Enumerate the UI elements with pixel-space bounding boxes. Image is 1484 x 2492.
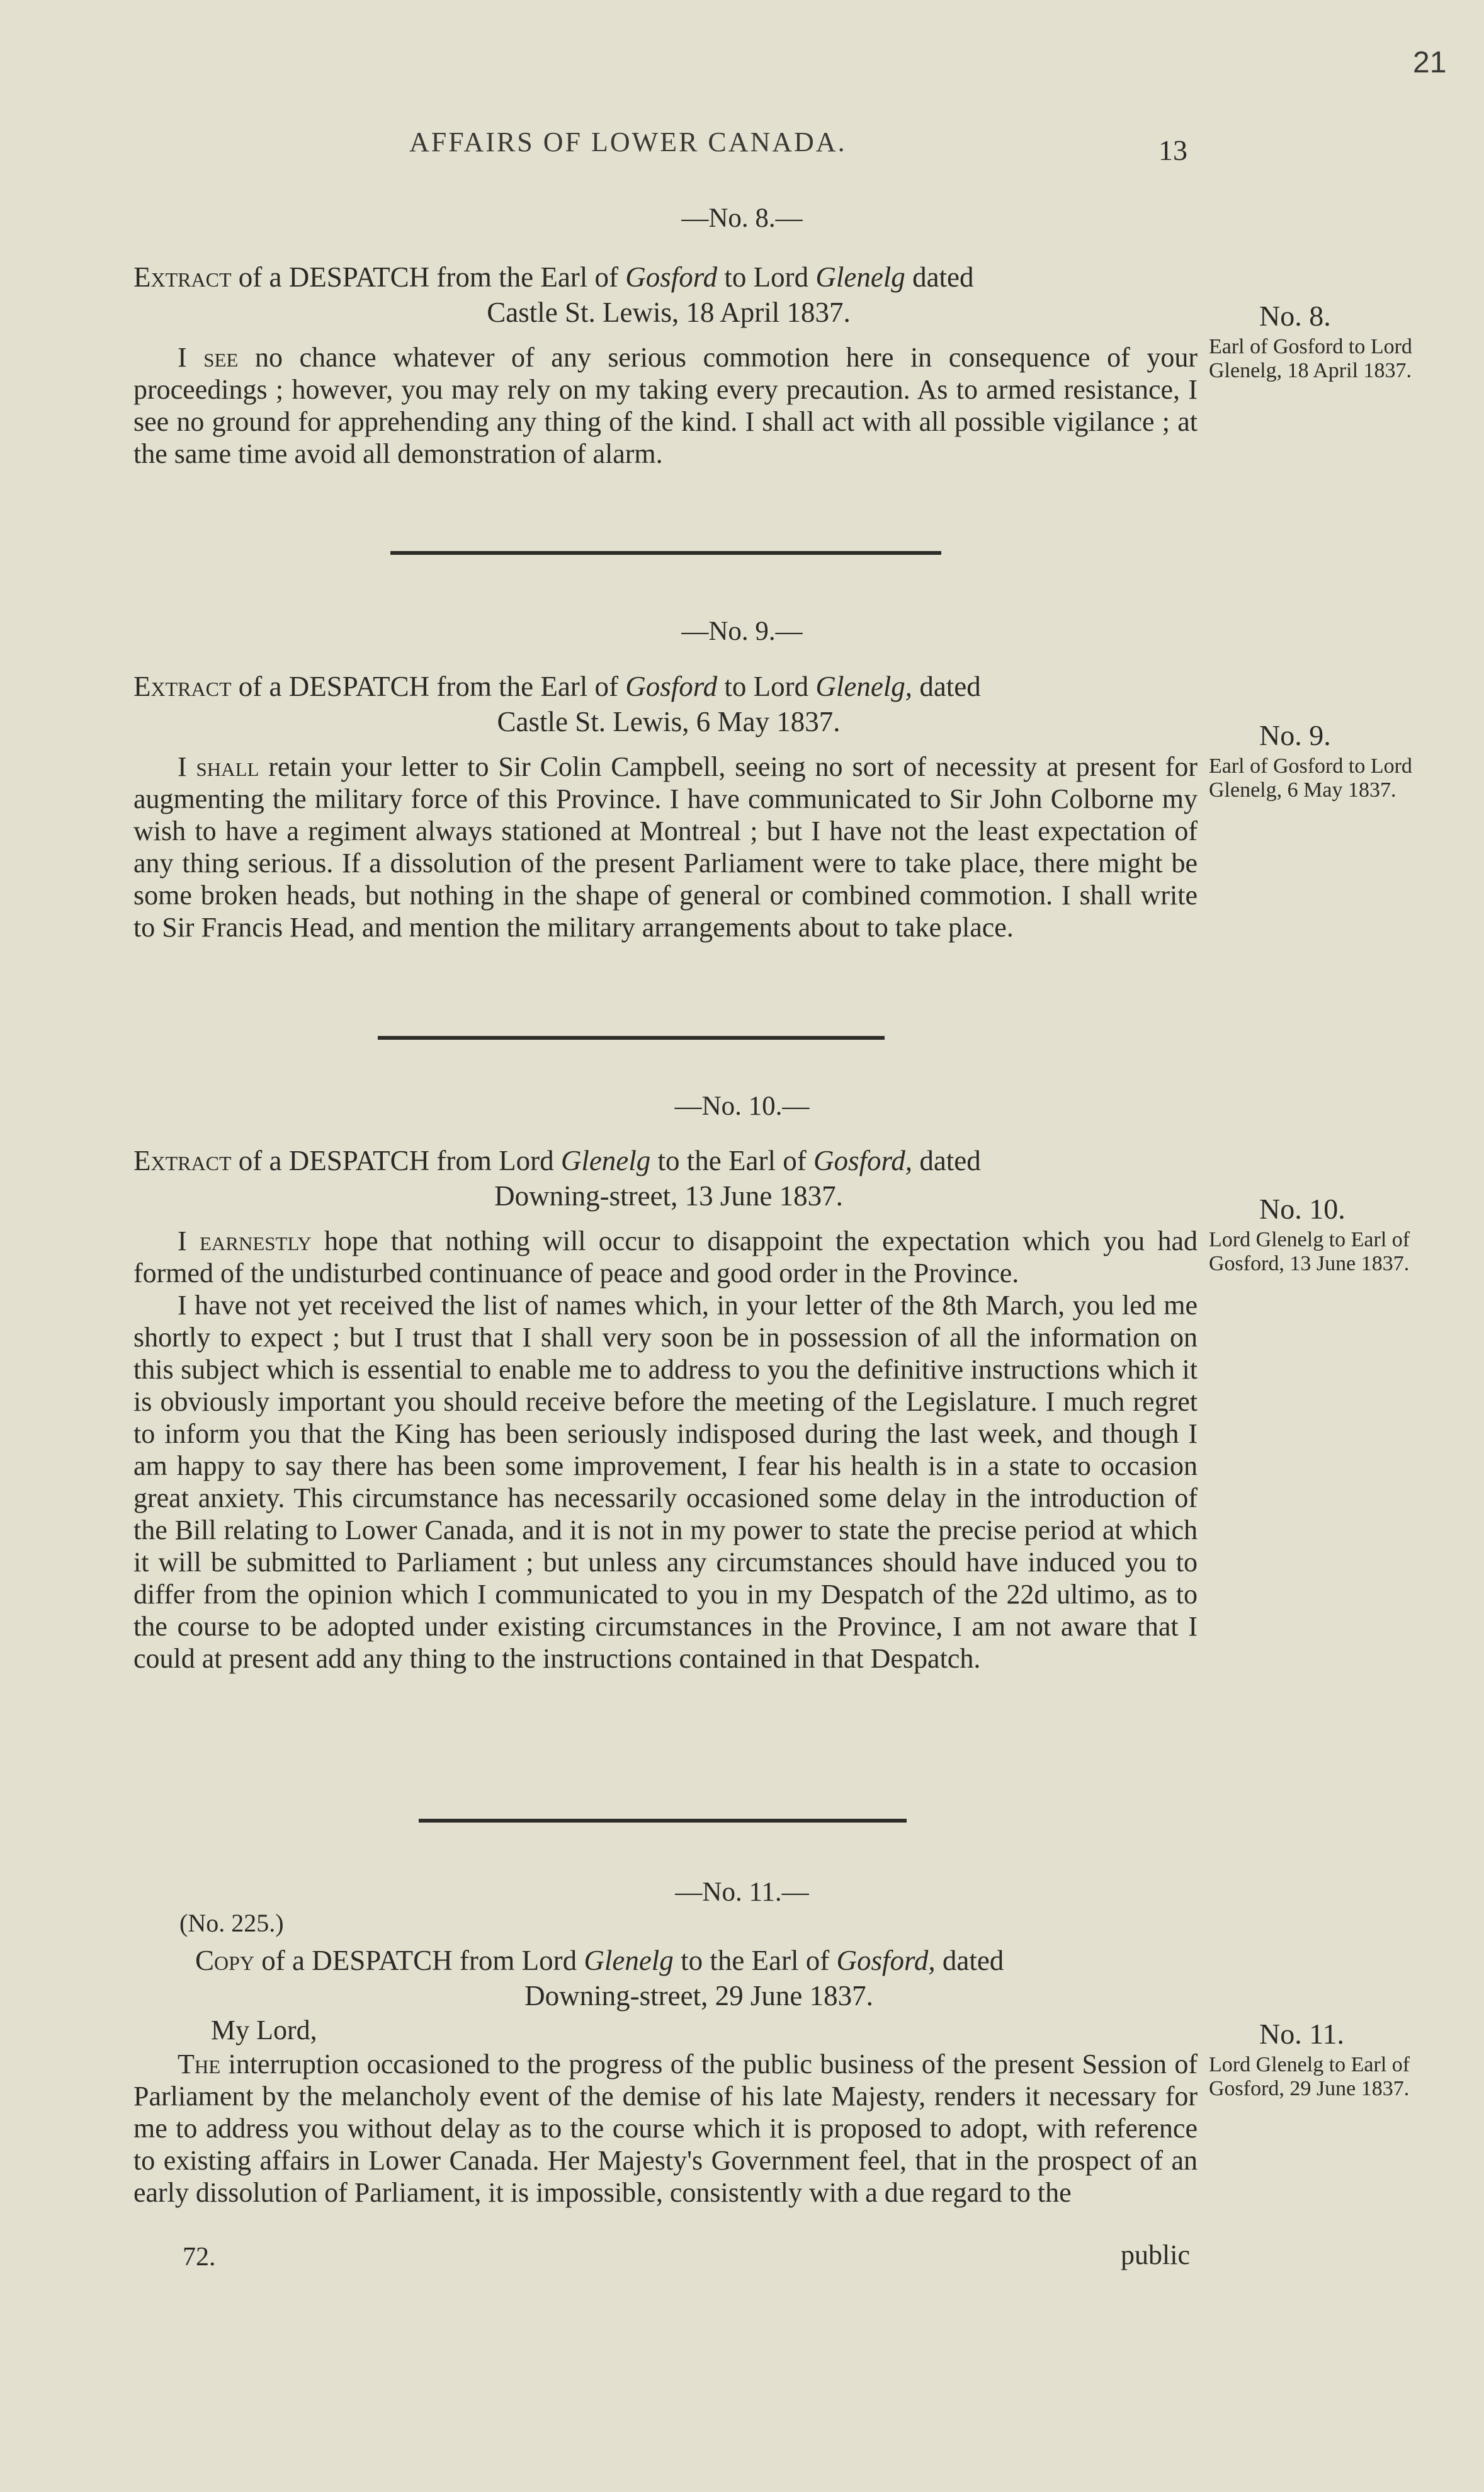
- running-head: AFFAIRS OF LOWER CANADA.: [409, 127, 847, 157]
- section-heading: [133, 669, 1204, 739]
- section-title: —No. 10.—: [674, 1091, 810, 1121]
- margin-note: [1209, 2015, 1417, 2101]
- folio-number: 21: [1413, 46, 1447, 79]
- margin-note: [1209, 297, 1417, 383]
- paragraph: [133, 341, 1198, 470]
- heading-text: of a DESPATCH from the Earl of: [238, 671, 626, 702]
- section-heading: [133, 1143, 1204, 1214]
- paragraph: [133, 1289, 1198, 1675]
- margin-note-text: Earl of Gosford to Lord Glenelg, 18 April 1837.: [1209, 335, 1412, 382]
- heading-lead: Extract: [133, 671, 232, 702]
- paragraph-text: I have not yet received the list of names which, in your letter of the 8th March, you led me shortly to expect ; but I trust that I shall very soon be in possession of all the information on this subject which is essential to enable me to address to you the definitive instructions which it is obviously important you should receive before the meeting of the Legislature. I much regret to inform you that the King has been seriously indisposed during the last week, and though I am happy to say there has been some improvement, I fear his health is in a state to occasion great anxiety. This circumstance has necessarily occasioned some delay in the introduction of the Bill relating to Lower Canada, and it is not in my power to state the precise period at which it will be submitted to Parliament ; but unless any circumstances should have induced you to differ from the opinion which I communicated to you in my Despatch of the 22d ultimo, as to the course to be adopted under existing circumstances in the Province, I am not aware that I could at present add any thing to the instructions contained in that Despatch.: [133, 1290, 1198, 1674]
- heading-name: Gosford: [625, 671, 718, 702]
- section-body: [133, 341, 1198, 470]
- section-divider: [378, 1036, 885, 1040]
- heading-name: Gosford: [625, 261, 718, 293]
- heading-name: Glenelg: [584, 1945, 674, 1976]
- heading-text: dated: [935, 1945, 1004, 1976]
- heading-text: to Lord: [717, 261, 816, 293]
- page-number: 13: [1158, 134, 1187, 166]
- paragraph-text: retain your letter to Sir Colin Campbell, seeing no sort of necessity at present for augmenting the military force of this Province. I have communicated to Sir John Colborne my wish to have a regiment always stationed at Montreal ; but I have not the least expectation of any thing serious. If a dissolution of the present Parliament were to take place, there might be some broken heads, but nothing in the shape of general or combined commotion. I shall write to Sir Francis Head, and mention the military arrangements about to take place.: [133, 751, 1198, 943]
- salutation: My Lord,: [211, 2015, 317, 2045]
- heading-text: of a DESPATCH from Lord: [238, 1145, 561, 1176]
- section-body: [133, 2048, 1198, 2209]
- margin-note-number: No. 9.: [1259, 719, 1331, 751]
- heading-name: Glenelg: [815, 261, 905, 293]
- margin-note-number: No. 11.: [1259, 2018, 1345, 2050]
- paragraph: [133, 1225, 1198, 1289]
- paragraph-lead: I see: [178, 342, 239, 373]
- paragraph: [133, 2048, 1198, 2209]
- heading-text: to the Earl of: [673, 1945, 837, 1976]
- section-body: [133, 1225, 1198, 1675]
- margin-note: [1209, 717, 1417, 802]
- heading-text: of a DESPATCH from Lord: [261, 1945, 584, 1976]
- heading-name: Gosford,: [836, 1945, 936, 1976]
- heading-lead: Copy: [195, 1945, 255, 1976]
- section-body: [133, 751, 1198, 943]
- paragraph-text: no chance whatever of any serious commotion here in consequence of your proceedings ; however, you may rely on my taking every precaution. As to armed resistance, I see no ground for apprehending any thing of the kind. I shall act with all possible vigilance ; at the same time avoid all demonstration of alarm.: [133, 342, 1198, 469]
- heading-date-line: Castle St. Lewis, 18 April 1837.: [487, 297, 851, 328]
- heading-name: Gosford,: [813, 1145, 913, 1176]
- section-title: —No. 11.—: [675, 1877, 809, 1907]
- margin-note-number: No. 8.: [1259, 300, 1331, 332]
- heading-name: Glenelg,: [815, 671, 913, 702]
- margin-note: [1209, 1190, 1417, 1276]
- paragraph-lead: I earnestly: [178, 1226, 312, 1256]
- heading-lead: Extract: [133, 1145, 232, 1176]
- heading-date-line: Castle St. Lewis, 6 May 1837.: [497, 706, 841, 737]
- section-divider: [390, 551, 941, 555]
- heading-text: to the Earl of: [650, 1145, 813, 1176]
- section-heading: [133, 259, 1204, 330]
- heading-text: dated: [912, 1145, 981, 1176]
- paragraph-lead: The: [178, 2049, 221, 2080]
- heading-text: dated: [912, 671, 981, 702]
- margin-note-number: No. 10.: [1259, 1193, 1345, 1225]
- heading-date-line: Downing-street, 13 June 1837.: [494, 1180, 843, 1212]
- heading-name: Glenelg: [560, 1145, 651, 1176]
- section-heading: [195, 1943, 1203, 2013]
- heading-text: of a DESPATCH from the Earl of: [238, 261, 626, 293]
- heading-date-line: Downing-street, 29 June 1837.: [524, 1980, 873, 2011]
- heading-text: to Lord: [717, 671, 816, 702]
- heading-lead: Extract: [133, 261, 232, 293]
- paragraph: [133, 751, 1198, 943]
- paragraph-lead: I shall: [178, 751, 259, 782]
- margin-note-text: Lord Glenelg to Earl of Gosford, 13 June 1837.: [1209, 1228, 1410, 1275]
- section-divider: [419, 1819, 907, 1823]
- margin-note-text: Earl of Gosford to Lord Glenelg, 6 May 1837.: [1209, 754, 1412, 802]
- margin-note-text: Lord Glenelg to Earl of Gosford, 29 June 1837.: [1209, 2053, 1410, 2100]
- paragraph-text: interruption occasioned to the progress of the public business of the present Session of Parliament by the melancholy event of the demise of his late Majesty, renders it necessary for me to address you without delay as to the course which it is proposed to adopt, with reference to existing affairs in Lower Canada. Her Majesty's Government feel, that in the prospect of an early dissolution of Parliament, it is impossible, consistently with a due regard to the: [133, 2049, 1198, 2208]
- heading-text: dated: [905, 261, 974, 293]
- catchword: public: [1121, 2239, 1190, 2270]
- section-title: —No. 8.—: [681, 203, 803, 233]
- signature-mark: 72.: [183, 2243, 216, 2272]
- despatch-reference: (No. 225.): [179, 1909, 284, 1937]
- paragraph-text: hope that nothing will occur to disappoint the expectation which you had formed of the undisturbed continuance of peace and good order in the Province.: [133, 1226, 1198, 1289]
- section-title: —No. 9.—: [681, 617, 803, 646]
